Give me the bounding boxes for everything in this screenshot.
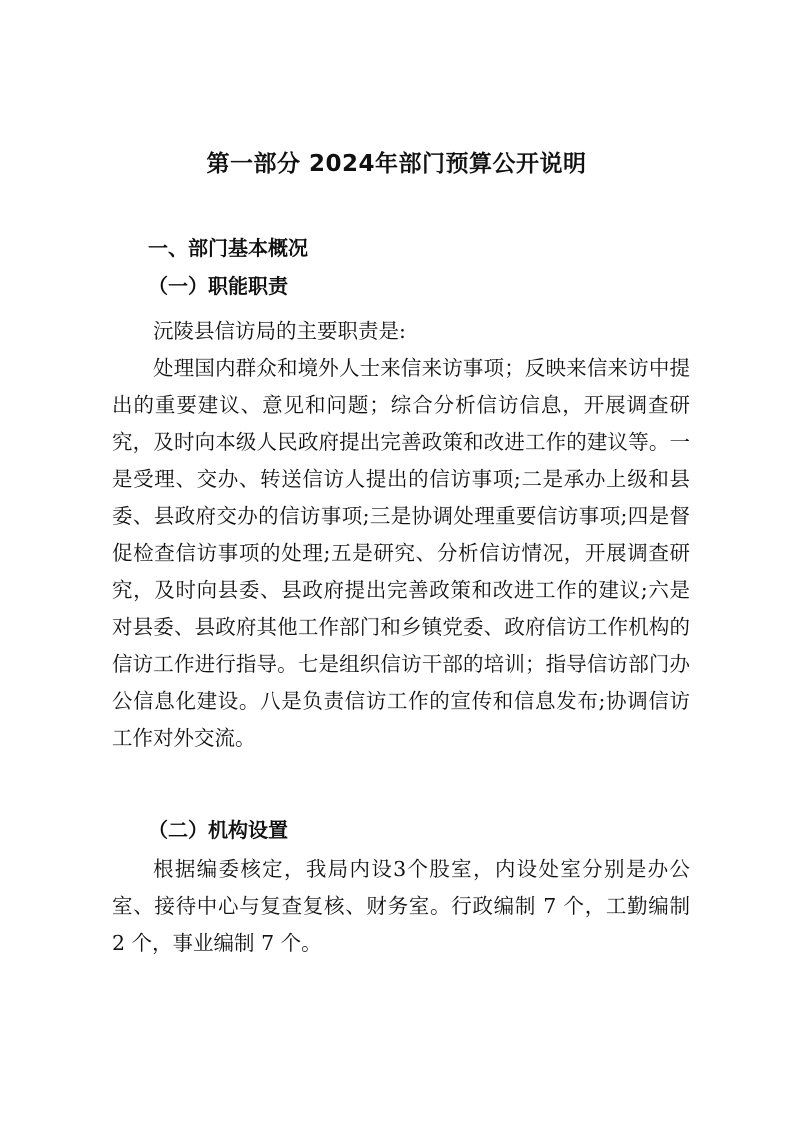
duties-intro-paragraph: 沅陵县信访局的主要职责是: — [153, 319, 406, 343]
subsection-heading-organization: （二）机构设置 — [148, 818, 288, 842]
document-title: 第一部分 2024年部门预算公开说明 — [206, 151, 587, 177]
duties-body-paragraph: 处理国内群众和境外人士来信来访事项；反映来信来访中提出的重要建议、意见和问题；综合分析信访信息，开展调查研究，及时向本级人民政府提出完善政策和改进工作的建议等。一是受理、交办、转送信访人提出的信访事项;二是承办上级和县委、县政府交办的信访事项;三是协调处理重要信访事项;四是督促检查信访事项的处理;五是研究、分析信访情况，开展调查研究，及时向县委、县政府提出完善政策和改进工作的建议;六是对县委、县政府其他工作部门和乡镇党委、政府信访工作机构的信访工作进行指导。七是组织信访干部的培训；指导信访部门办公信息化建设。八是负责信访工作的宣传和信息发布;协调信访工作对外交流。 — [112, 356, 690, 750]
section-heading-basic-overview: 一、部门基本概况 — [148, 236, 308, 260]
organization-body-paragraph: 根据编委核定，我局内设3个股室，内设处室分别是办公室、接待中心与复查复核、财务室。行政编制 7 个，工勤编制 2 个，事业编制 7 个。 — [112, 857, 690, 955]
subsection-heading-duties: （一）职能职责 — [148, 274, 288, 298]
